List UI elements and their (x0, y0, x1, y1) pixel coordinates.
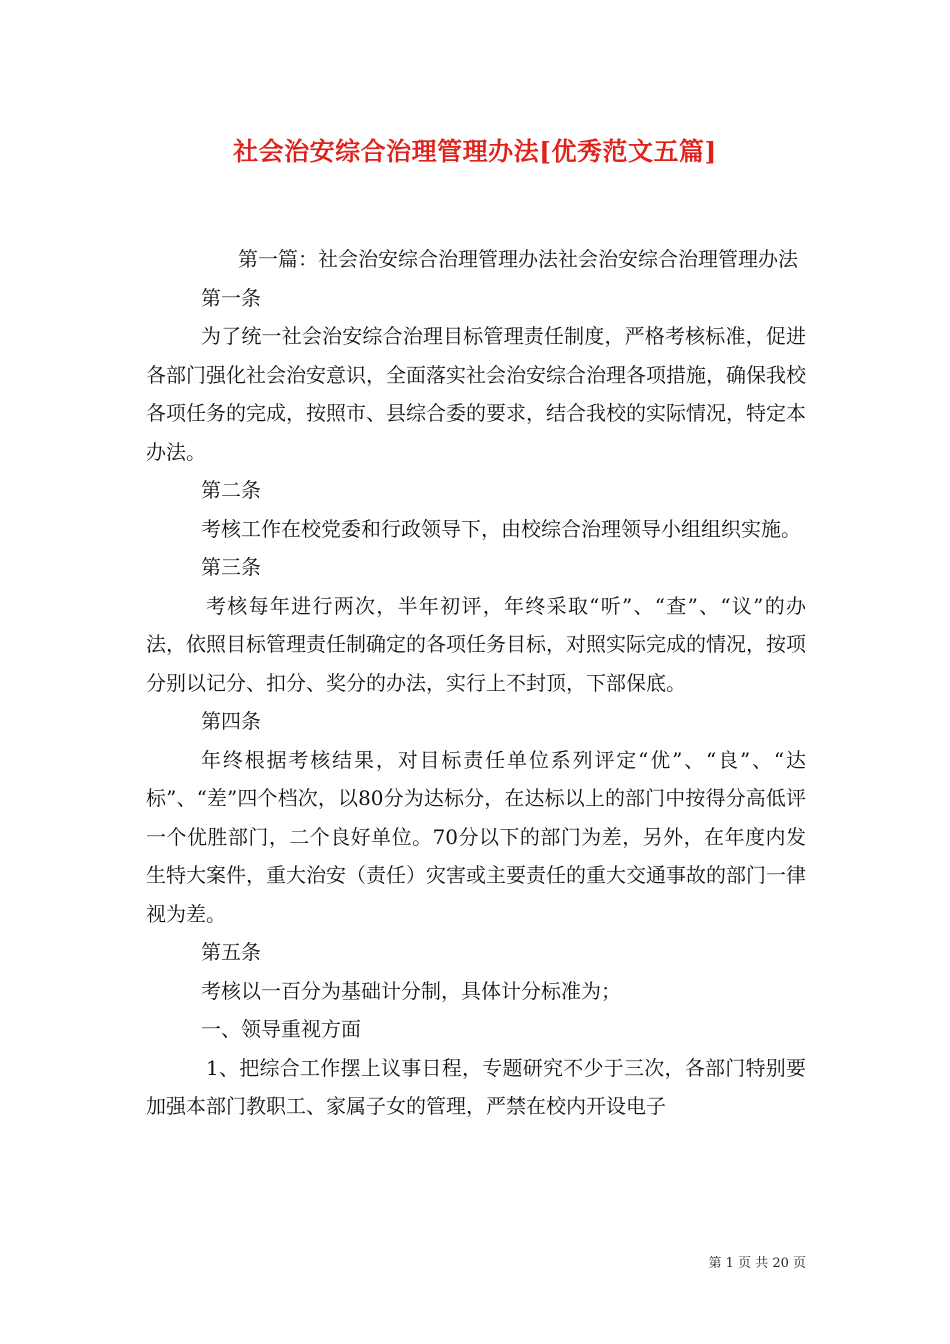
article-3-heading: 第三条 (201, 555, 261, 579)
article-1-heading: 第一条 (201, 285, 261, 310)
article-5-text: 考核以一百分为基础计分制，具体计分标准为； (201, 978, 621, 1003)
article-1-text: 为了统一社会治安综合治理目标管理责任制度，严格考核标准，促进各部门强化社会治安意识，全面落实社会治安综合治理各项措施，确保我校各项任务的完成，按照市、县综合委的要求，结合我校的实际情况，特定本办法。 (146, 324, 806, 464)
article-2-heading: 第二条 (201, 478, 261, 502)
article-2-text: 考核工作在校党委和行政领导下，由校综合治理领导小组组织实施。 (201, 516, 801, 541)
paragraph-chapter-heading: 第一篇：社会治安综合治理管理办法社会治安综合治理管理办法 (238, 247, 798, 271)
document-title: 社会治安综合治理管理办法[优秀范文五篇] (233, 137, 717, 166)
section-1-item-1: 1、把综合工作摆上议事日程，专题研究不少于三次，各部门特别要加强本部门教职工、家属子女的管理，严禁在校内开设电子 (146, 1055, 806, 1118)
article-4-heading: 第四条 (201, 709, 261, 733)
article-5-heading: 第五条 (201, 940, 261, 964)
page-number: 第 1 页 共 20 页 (708, 1256, 806, 1271)
section-1-heading: 一、领导重视方面 (201, 1017, 361, 1041)
document-body (146, 240, 806, 1126)
article-3-text: 考核每年进行两次，半年初评，年终采取“听”、“查”、“议”的办法，依照目标管理责任制确定的各项任务目标，对照实际完成的情况，按项分别以记分、扣分、奖分的办法，实行上不封顶，下部保底。 (146, 593, 806, 695)
article-4-text: 年终根据考核结果，对目标责任单位系列评定“优”、“良”、“达标”、“差”四个档次，以80分为达标分，在达标以上的部门中按得分高低评一个优胜部门，二个良好单位。70分以下的部门为差，另外，在年度内发生特大案件，重大治安（责任）灾害或主要责任的重大交通事故的部门一律视为差。 (146, 747, 806, 926)
